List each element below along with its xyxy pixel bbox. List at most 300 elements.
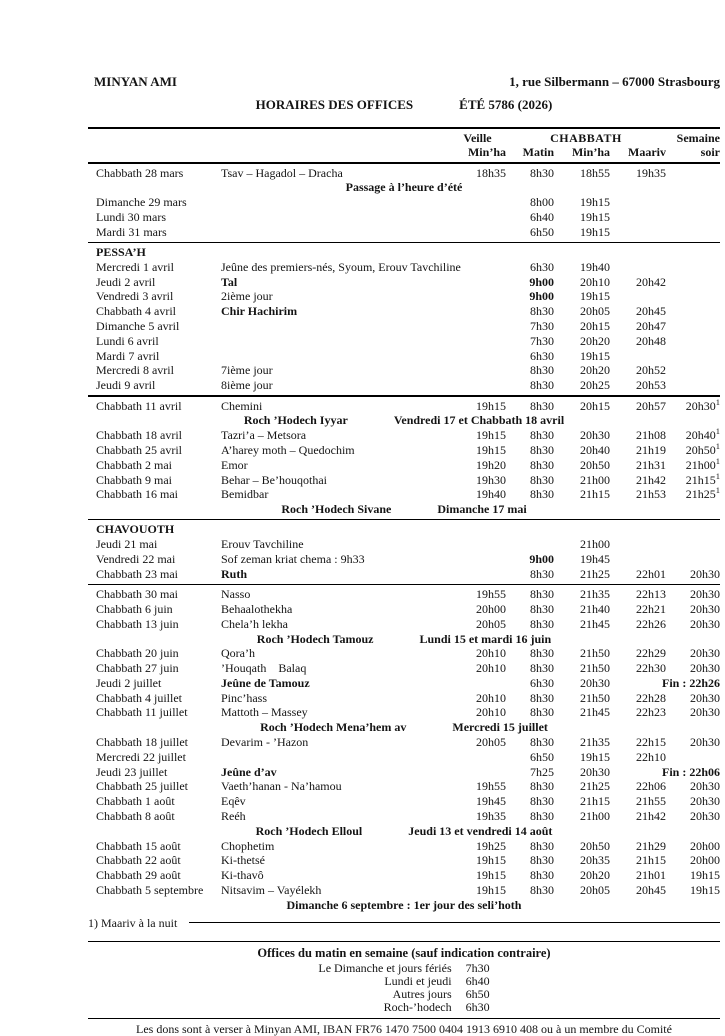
row-date: Chabbath 20 juin [96, 646, 179, 661]
row-date: Vendredi 3 avril [96, 289, 174, 304]
row-date: Chabbath 23 mai [96, 566, 178, 581]
time-maariv: 22h21 [636, 601, 666, 616]
morning-offices [88, 946, 720, 1014]
row-date: Chabbath 25 juillet [96, 779, 188, 794]
time-chabbath-minha: 20h05 [580, 304, 610, 319]
time-chabbath-minha: 20h10 [580, 274, 610, 289]
col-group-semaine: Semaine [676, 130, 720, 145]
time-maariv: 20h47 [636, 319, 666, 334]
donation-rule [88, 1018, 720, 1020]
time-chabbath-minha: 19h40 [580, 259, 610, 274]
row-event: Behaalothekha [221, 601, 293, 616]
schedule-row [88, 363, 720, 378]
schedule-row [88, 349, 720, 364]
row-date: Mercredi 22 juillet [96, 749, 186, 764]
rosh-hodesh-dates: Vendredi 17 et Chabbath 18 avril [393, 413, 565, 428]
rosh-hodesh-name: Roch ’Hodech Sivane [281, 502, 392, 517]
row-date: Chabbath 18 juillet [96, 735, 188, 750]
time-maariv: 22h28 [636, 690, 666, 705]
time-matin: 8h30 [530, 794, 554, 809]
time-maariv: 22h26 [636, 616, 666, 631]
footnote-marker: 1 [715, 485, 720, 496]
schedule-row [88, 839, 720, 854]
schedule-row [88, 661, 720, 676]
time-maariv: 20h53 [636, 378, 666, 393]
time-semaine-soir: 20h00 [690, 838, 720, 853]
time-matin: 9h00 [529, 289, 554, 304]
schedule-row [88, 487, 720, 502]
time-chabbath-minha: 20h05 [580, 883, 610, 898]
schedule-row [88, 765, 720, 780]
time-maariv: 22h29 [636, 646, 666, 661]
rosh-hodesh-row [88, 413, 720, 428]
schedule-row [88, 552, 720, 567]
document-season: ÉTÉ 5786 (2026) [459, 97, 553, 112]
rosh-hodesh-name: Roch ’Hodech Tamouz [256, 631, 374, 646]
time-chabbath-minha: 18h55 [580, 165, 610, 180]
col-chabbath-minha: Min’ha [571, 145, 610, 160]
time-semaine-soir: 20h30 [690, 587, 720, 602]
footnote-marker: 1 [715, 440, 720, 451]
time-maariv: 21h53 [636, 487, 666, 502]
row-date: Chabbath 11 avril [96, 398, 182, 413]
time-veille-minha: 18h35 [476, 165, 506, 180]
schedule-row [88, 440, 720, 458]
time-matin: 7h30 [530, 333, 554, 348]
schedule-row [88, 304, 720, 319]
time-matin: 8h30 [530, 809, 554, 824]
schedule-row [88, 537, 720, 552]
row-date: Chabbath 28 mars [96, 165, 184, 180]
schedule-row [88, 289, 720, 304]
time-matin: 8h30 [530, 363, 554, 378]
rosh-hodesh-name: Roch ’Hodech Mena’hem av [260, 720, 407, 735]
document-content [88, 74, 720, 1036]
time-matin: 8h30 [530, 735, 554, 750]
time-veille-minha: 19h15 [476, 883, 506, 898]
time-chabbath-minha: 21h25 [580, 779, 610, 794]
schedule-rows [88, 166, 720, 913]
footnote-rule [189, 922, 720, 923]
row-date: Chabbath 4 avril [96, 304, 176, 319]
row-date: Chabbath 11 juillet [96, 705, 188, 720]
footnote-text: 1) Maariv à la nuit [88, 915, 178, 930]
schedule-row [88, 676, 720, 691]
time-veille-minha: 20h00 [476, 601, 506, 616]
time-maariv: 21h55 [636, 794, 666, 809]
rosh-hodesh-row [88, 824, 720, 839]
time-matin: 7h30 [530, 319, 554, 334]
schedule-row [88, 455, 720, 473]
season-heading: CHAVOUOTH [96, 522, 175, 537]
time-matin: 6h50 [530, 749, 554, 764]
time-semaine-soir: 20h30 [690, 779, 720, 794]
footnote-marker: 1 [715, 455, 720, 466]
morning-time: 7h30 [465, 961, 490, 976]
row-event: Eqêv [221, 794, 246, 809]
time-chabbath-minha: 21h40 [580, 601, 610, 616]
time-maariv: 20h45 [636, 304, 666, 319]
row-event: Tazri’a – Metsora [221, 428, 307, 443]
time-chabbath-minha: 20h15 [580, 319, 610, 334]
time-semaine-soir: 20h30 [690, 794, 720, 809]
time-maariv: 22h30 [636, 661, 666, 676]
time-matin: 6h50 [530, 224, 554, 239]
time-chabbath-minha: 21h35 [580, 735, 610, 750]
time-chabbath-minha: 20h25 [580, 378, 610, 393]
time-semaine-soir: 20h30 [690, 735, 720, 750]
row-event: Behar – Be’houqothai [221, 472, 327, 487]
org-address: 1, rue Silbermann – 67000 Strasbourg [509, 74, 720, 89]
footnote-marker: 1 [715, 426, 720, 437]
row-date: Jeudi 23 juillet [96, 764, 168, 779]
schedule-row [88, 735, 720, 750]
col-matin: Matin [522, 145, 554, 160]
time-chabbath-minha: 21h15 [580, 794, 610, 809]
time-maariv: 20h57 [636, 398, 666, 413]
row-date: Chabbath 13 juin [96, 616, 179, 631]
schedule-row [88, 428, 720, 443]
schedule-row [88, 779, 720, 794]
time-chabbath-minha: 21h00 [580, 537, 610, 552]
schedule-row [88, 794, 720, 809]
row-event: ’Houqath Balaq [221, 661, 307, 676]
schedule-row [88, 617, 720, 632]
time-maariv: 20h45 [636, 883, 666, 898]
row-date: Lundi 6 avril [96, 333, 159, 348]
time-chabbath-minha: 20h50 [580, 457, 610, 472]
row-date: Mardi 31 mars [96, 224, 167, 239]
footnote-row [88, 916, 720, 930]
row-event: Pinc’hass [221, 690, 267, 705]
row-event: Jeûne d’av [221, 764, 277, 779]
row-date: Chabbath 9 mai [96, 472, 172, 487]
org-name: MINYAN AMI [94, 74, 177, 89]
row-event: Ki-thetsé [221, 853, 265, 868]
row-event: Jeûne de Tamouz [221, 675, 310, 690]
col-veille-minha: Min’ha [467, 145, 506, 160]
time-matin: 8h30 [530, 472, 554, 487]
document-title: HORAIRES DES OFFICES [255, 97, 414, 112]
time-maariv: 22h01 [636, 566, 666, 581]
time-veille-minha: 19h20 [476, 457, 506, 472]
schedule-row [88, 883, 720, 898]
time-semaine-soir: 20h30 [690, 616, 720, 631]
table-note-row [88, 180, 720, 195]
time-chabbath-minha: 19h15 [580, 749, 610, 764]
time-chabbath-minha: 20h50 [580, 838, 610, 853]
time-semaine-soir: 20h30 [690, 690, 720, 705]
donation-line: Les dons sont à verser à Minyan AMI, IBAN FR76 1470 7500 0404 1913 6910 408 ou à un membre du Comité [136, 1022, 672, 1036]
time-maariv: 22h13 [636, 587, 666, 602]
time-matin: 8h30 [530, 378, 554, 393]
rosh-hodesh-dates: Dimanche 17 mai [437, 502, 527, 517]
time-matin: 8h30 [530, 428, 554, 443]
time-maariv: 21h29 [636, 838, 666, 853]
time-matin: 9h00 [529, 274, 554, 289]
time-chabbath-minha: 20h20 [580, 868, 610, 883]
rosh-hodesh-name: Roch ’Hodech Iyyar [243, 413, 348, 428]
row-date: Chabbath 16 mai [96, 487, 178, 502]
time-chabbath-minha: 19h15 [580, 348, 610, 363]
time-maariv: 21h01 [636, 868, 666, 883]
time-chabbath-minha: 21h50 [580, 690, 610, 705]
time-matin: 8h30 [530, 661, 554, 676]
time-matin: 8h30 [530, 705, 554, 720]
schedule-row [88, 319, 720, 334]
time-matin: 8h30 [530, 587, 554, 602]
time-veille-minha: 19h55 [476, 587, 506, 602]
rosh-hodesh-row [88, 502, 720, 517]
time-chabbath-minha: 20h35 [580, 853, 610, 868]
time-semaine-soir: 19h15 [690, 868, 720, 883]
row-date: Mercredi 1 avril [96, 259, 174, 274]
time-maariv: 19h35 [636, 165, 666, 180]
time-chabbath-minha: 21h45 [580, 705, 610, 720]
row-date: Jeudi 21 mai [96, 537, 158, 552]
row-date: Vendredi 22 mai [96, 552, 176, 567]
time-semaine-soir: $20h40^1$ [685, 426, 720, 443]
time-semaine-soir: $20h50^1$ [685, 440, 720, 457]
schedule-row [88, 809, 720, 824]
time-matin: 8h30 [530, 566, 554, 581]
row-date: Chabbath 18 avril [96, 428, 182, 443]
row-event: Nasso [221, 587, 251, 602]
time-maariv: 21h42 [636, 472, 666, 487]
table-header-rule [88, 162, 720, 164]
row-date: Jeudi 2 avril [96, 274, 156, 289]
time-matin: 8h30 [530, 165, 554, 180]
schedule-row [88, 210, 720, 225]
row-event: Nitsavim – Vayélekh [221, 883, 322, 898]
time-maariv: 21h42 [636, 809, 666, 824]
rosh-hodesh-row [88, 720, 720, 735]
time-matin: 8h30 [530, 853, 554, 868]
morning-schedule [318, 962, 489, 1014]
time-maariv: 22h10 [636, 749, 666, 764]
time-veille-minha: 20h10 [476, 705, 506, 720]
time-chabbath-minha: 20h30 [580, 428, 610, 443]
time-semaine-soir: 20h30 [690, 566, 720, 581]
document-header [88, 74, 720, 90]
time-veille-minha: 19h25 [476, 838, 506, 853]
row-date: Jeudi 9 avril [96, 378, 156, 393]
row-date: Chabbath 29 août [96, 868, 181, 883]
schedule-row [88, 587, 720, 602]
schedule-row [88, 853, 720, 868]
time-matin: 7h25 [530, 764, 554, 779]
time-chabbath-minha: 19h15 [580, 224, 610, 239]
time-semaine-soir: 20h30 [690, 661, 720, 676]
morning-label: Lundi et jeudi [384, 974, 452, 989]
time-maariv: 21h08 [636, 428, 666, 443]
fast-end-time: Fin : 22h26 [661, 675, 720, 690]
schedule-row [88, 275, 720, 290]
morning-time: 6h50 [465, 987, 490, 1002]
time-chabbath-minha: 19h15 [580, 289, 610, 304]
table-rule [88, 395, 720, 397]
time-veille-minha: 20h10 [476, 646, 506, 661]
schedule-row [88, 646, 720, 661]
time-matin: 8h30 [530, 690, 554, 705]
time-matin: 8h30 [530, 616, 554, 631]
row-date: Dimanche 5 avril [96, 319, 180, 334]
row-date: Mercredi 8 avril [96, 363, 174, 378]
row-event: 7ième jour [221, 363, 273, 378]
row-date: Chabbath 1 août [96, 794, 175, 809]
table-note-text: Passage à l’heure d’été [345, 180, 463, 195]
time-semaine-soir: $21h00^1$ [685, 455, 720, 472]
morning-time: 6h40 [465, 974, 490, 989]
time-matin: 8h00 [530, 195, 554, 210]
row-date: Chabbath 22 août [96, 853, 181, 868]
time-matin: 6h30 [530, 675, 554, 690]
time-chabbath-minha: 20h20 [580, 333, 610, 348]
morning-time: 6h30 [465, 1000, 490, 1015]
schedule-row [88, 868, 720, 883]
row-date: Chabbath 27 juin [96, 661, 179, 676]
table-top-rule [88, 127, 720, 129]
time-chabbath-minha: 20h20 [580, 363, 610, 378]
row-date: Chabbath 2 mai [96, 457, 172, 472]
row-event: Mattoth – Massey [221, 705, 308, 720]
schedule-row [88, 378, 720, 393]
footnote-marker: 1 [715, 396, 720, 407]
time-veille-minha: 19h40 [476, 487, 506, 502]
time-matin: 9h00 [529, 552, 554, 567]
time-matin: 8h30 [530, 457, 554, 472]
schedule-row [88, 602, 720, 617]
time-maariv: 21h15 [636, 853, 666, 868]
time-chabbath-minha: 20h15 [580, 398, 610, 413]
schedule-row [88, 260, 720, 275]
time-semaine-soir: $21h25^1$ [685, 485, 720, 502]
time-semaine-soir: 20h30 [690, 809, 720, 824]
schedule-row [88, 750, 720, 765]
row-event: Vaeth’hanan - Na’hamou [221, 779, 342, 794]
morning-title: Offices du matin en semaine (sauf indication contraire) [257, 946, 551, 961]
time-semaine-soir: 19h15 [690, 883, 720, 898]
time-chabbath-minha: 21h15 [580, 487, 610, 502]
time-chabbath-minha: 20h40 [580, 442, 610, 457]
time-veille-minha: 19h15 [476, 868, 506, 883]
time-maariv: 21h31 [636, 457, 666, 472]
time-chabbath-minha: 21h45 [580, 616, 610, 631]
time-veille-minha: 20h10 [476, 661, 506, 676]
rosh-hodesh-row [88, 632, 720, 647]
row-event: Qora’h [221, 646, 255, 661]
time-maariv: 20h42 [636, 274, 666, 289]
row-date: Chabbath 5 septembre [96, 883, 204, 898]
time-maariv: 22h23 [636, 705, 666, 720]
time-maariv: 22h15 [636, 735, 666, 750]
row-date: Dimanche 29 mars [96, 195, 187, 210]
table-rule [88, 519, 720, 521]
time-maariv: 20h48 [636, 333, 666, 348]
row-date: Chabbath 8 août [96, 809, 175, 824]
row-event: Chir Hachirim [221, 304, 298, 319]
time-chabbath-minha: 21h00 [580, 809, 610, 824]
time-maariv: 21h19 [636, 442, 666, 457]
table-rule [88, 242, 720, 244]
time-veille-minha: 20h05 [476, 735, 506, 750]
row-event: Erouv Tavchiline [221, 537, 304, 552]
season-heading: PESSA’H [96, 245, 146, 260]
row-event: 2ième jour [221, 289, 273, 304]
row-event: A’harey moth – Quedochim [221, 442, 355, 457]
row-event: Ki-thavô [221, 868, 264, 883]
morning-top-rule [88, 941, 720, 943]
schedule-row [88, 396, 720, 414]
time-matin: 8h30 [530, 442, 554, 457]
rosh-hodesh-dates: Jeudi 13 et vendredi 14 août [408, 823, 553, 838]
row-event: Bemidbar [221, 487, 269, 502]
time-maariv: 20h52 [636, 363, 666, 378]
time-veille-minha: 19h15 [476, 853, 506, 868]
row-event: Chemini [221, 398, 263, 413]
time-chabbath-minha: 20h30 [580, 675, 610, 690]
time-semaine-soir: 20h00 [690, 853, 720, 868]
schedule-row [88, 334, 720, 349]
rosh-hodesh-dates: Mercredi 15 juillet [452, 720, 548, 735]
time-semaine-soir: $20h30^1$ [685, 396, 720, 413]
morning-label: Roch-’hodech [383, 1000, 452, 1015]
time-veille-minha: 19h30 [476, 472, 506, 487]
morning-label: Autres jours [392, 987, 452, 1002]
row-date: Lundi 30 mars [96, 209, 166, 224]
time-chabbath-minha: 21h50 [580, 646, 610, 661]
time-semaine-soir: 20h30 [690, 705, 720, 720]
time-semaine-soir: 20h30 [690, 646, 720, 661]
time-veille-minha: 19h35 [476, 809, 506, 824]
row-date: Chabbath 15 août [96, 838, 181, 853]
col-group-veille: Veille [463, 130, 492, 145]
schedule-row [88, 691, 720, 706]
time-veille-minha: 19h15 [476, 398, 506, 413]
time-matin: 8h30 [530, 646, 554, 661]
time-matin: 8h30 [530, 487, 554, 502]
row-event: 8ième jour [221, 378, 273, 393]
time-chabbath-minha: 19h45 [580, 552, 610, 567]
table-header-row-1 [88, 131, 720, 146]
row-date: Chabbath 25 avril [96, 442, 182, 457]
row-event: Tsav – Hagadol – Dracha [221, 165, 343, 180]
table-note-row [88, 898, 720, 913]
table-header-row-2 [88, 145, 720, 160]
time-chabbath-minha: 21h35 [580, 587, 610, 602]
time-veille-minha: 20h05 [476, 616, 506, 631]
schedule-row [88, 567, 720, 582]
row-event: Sof zeman kriat chema : 9h33 [221, 552, 365, 567]
table-note-text: Dimanche 6 septembre : 1er jour des seli’hoth [286, 897, 522, 912]
rosh-hodesh-dates: Lundi 15 et mardi 16 juin [419, 631, 552, 646]
time-matin: 8h30 [530, 883, 554, 898]
row-event: Reéh [221, 809, 246, 824]
time-chabbath-minha: 21h00 [580, 472, 610, 487]
time-matin: 8h30 [530, 398, 554, 413]
row-event: Tal [221, 274, 238, 289]
row-event: Jeûne des premiers-nés, Syoum, Erouv Tavchiline [221, 259, 461, 274]
schedule-row [88, 166, 720, 181]
document-title-line [88, 97, 720, 113]
row-date: Chabbath 30 mai [96, 587, 178, 602]
row-event: Emor [221, 457, 248, 472]
time-matin: 8h30 [530, 779, 554, 794]
time-matin: 8h30 [530, 304, 554, 319]
time-semaine-soir: 20h30 [690, 601, 720, 616]
time-matin: 6h40 [530, 209, 554, 224]
time-chabbath-minha: 20h30 [580, 764, 610, 779]
